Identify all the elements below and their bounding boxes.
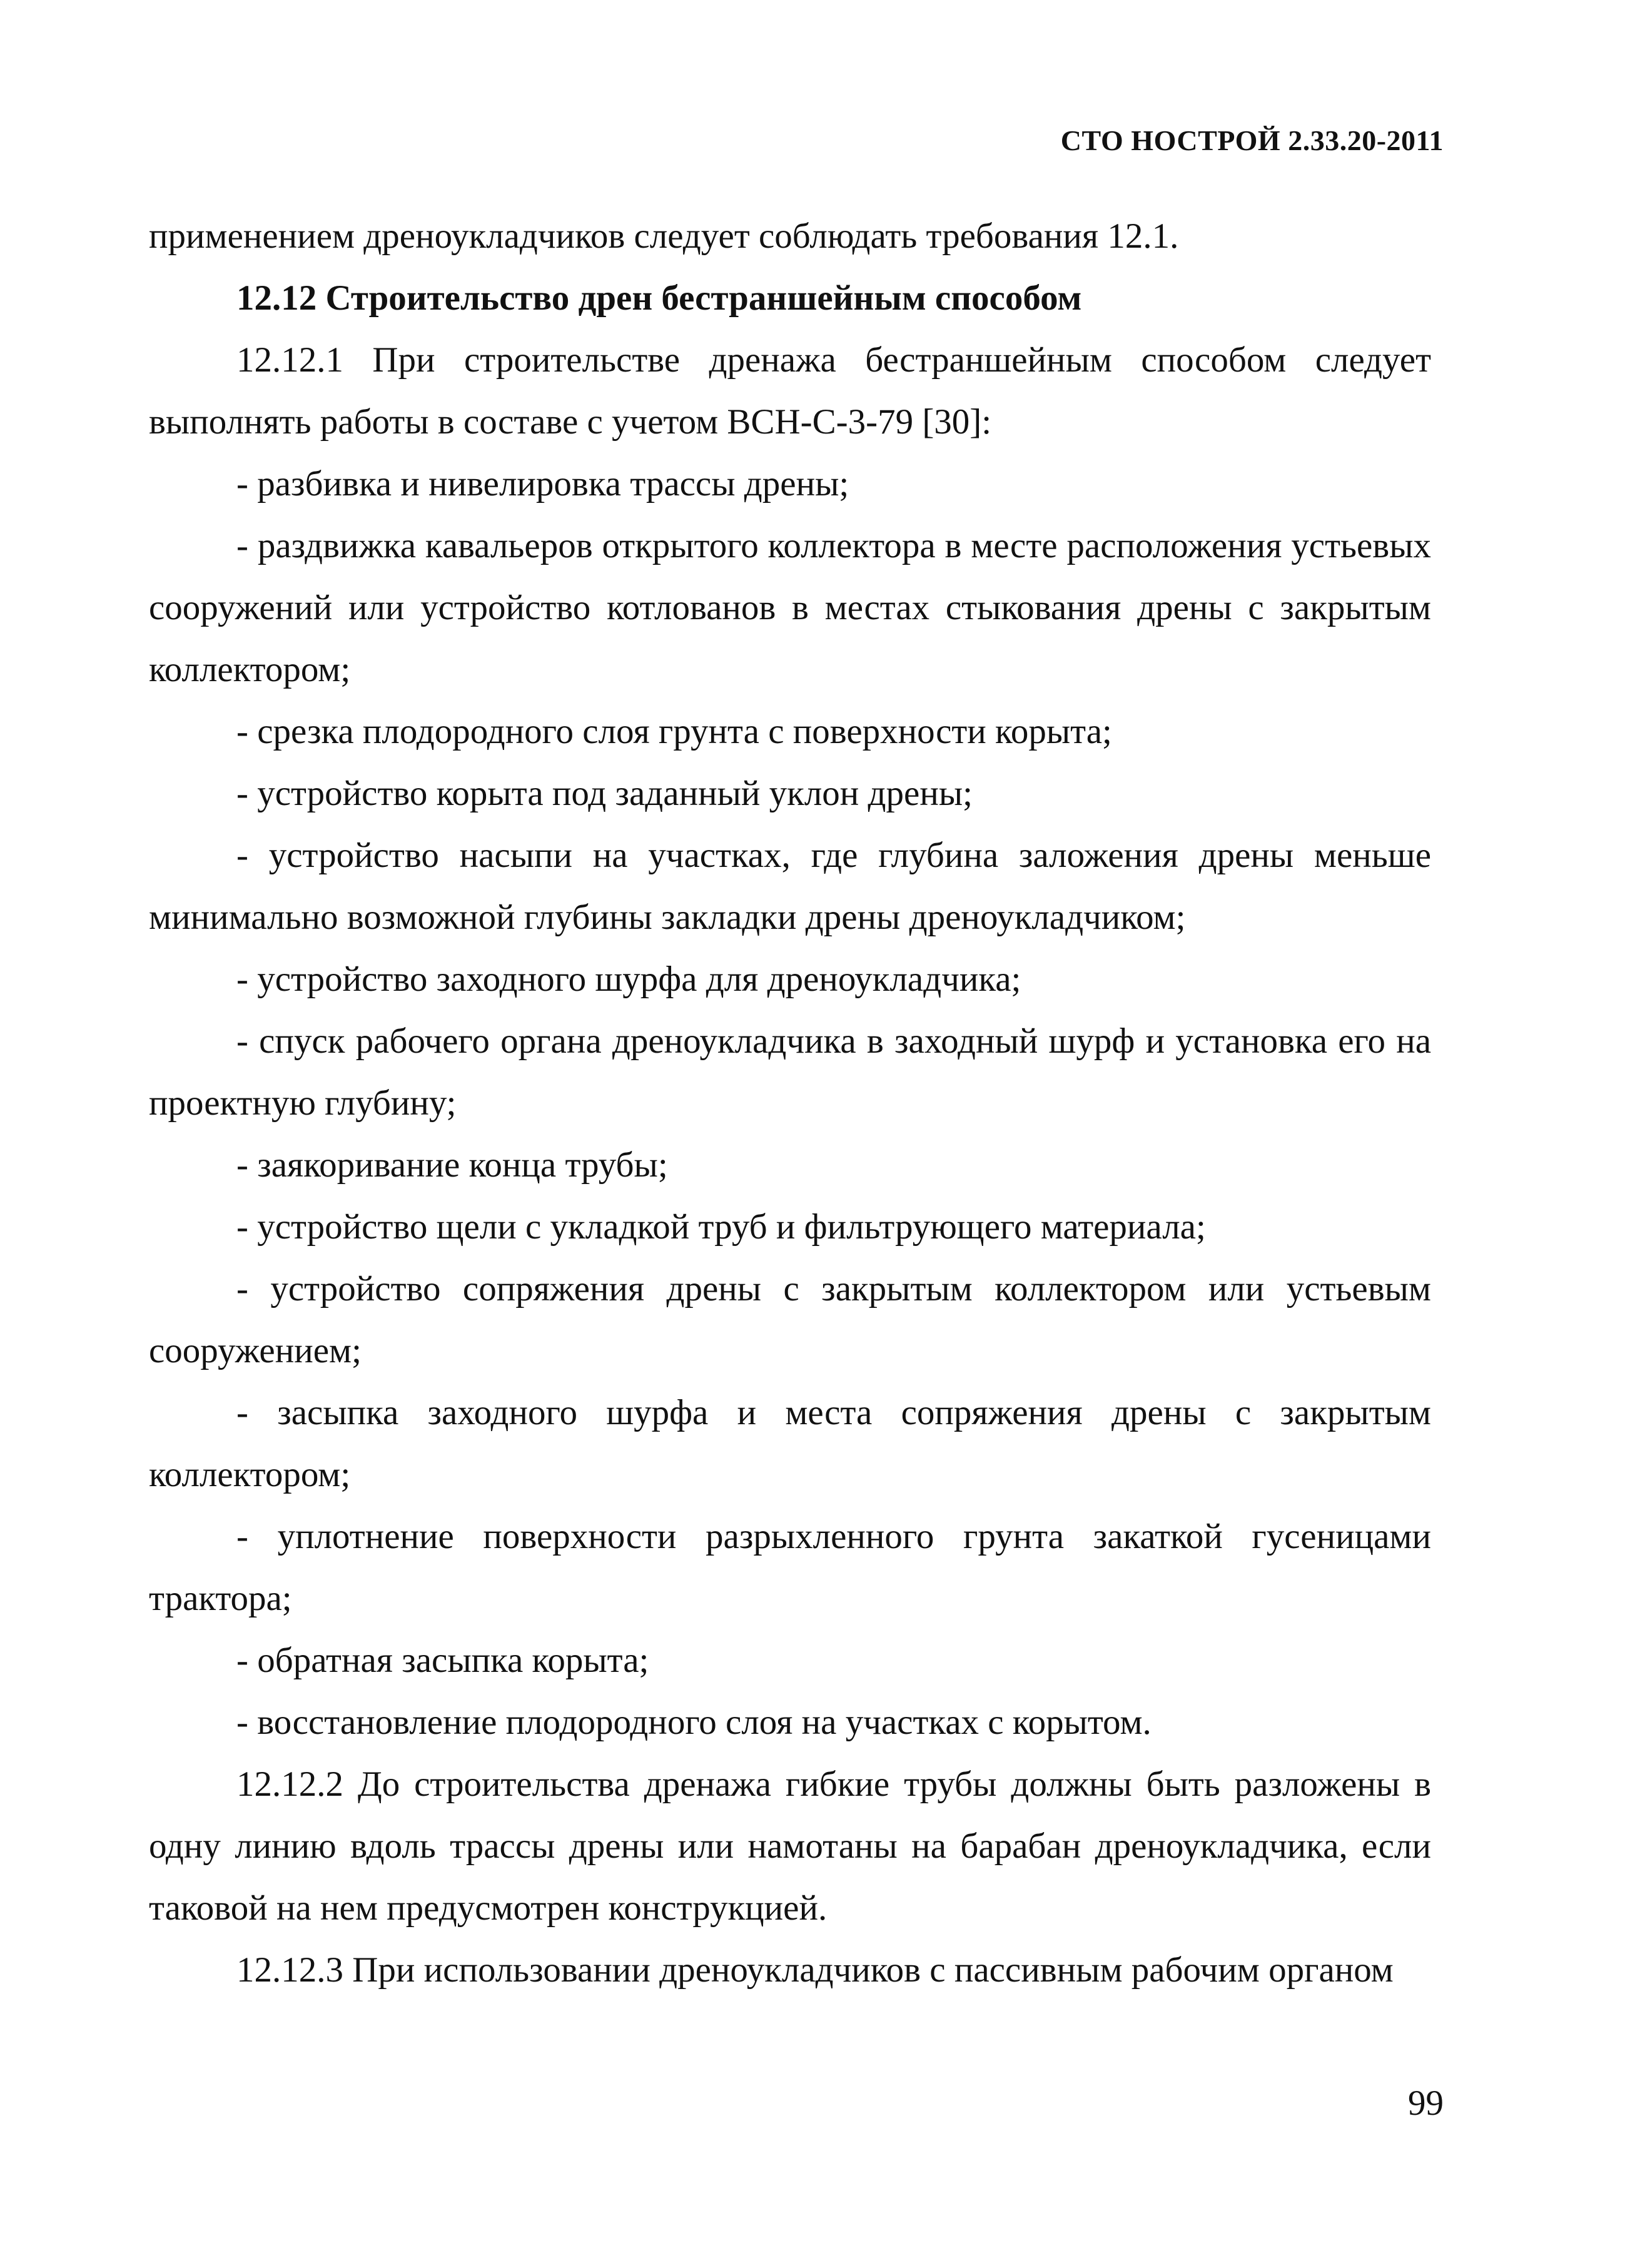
paragraph-12-12-2: 12.12.2 До строительства дренажа гибкие трубы должны быть разложены в одну линию вдоль трассы дрены или намотаны на барабан дреноукладчика, если таковой на нем предусмотрен конструкцией.	[149, 1764, 1431, 1928]
list-item: - спуск рабочего органа дреноукладчика в заходный шурф и установка его на проектную глубину;	[149, 1021, 1431, 1123]
page-number: 99	[1408, 2083, 1444, 2123]
list-item: - устройство корыта под заданный уклон дрены;	[236, 774, 973, 813]
section-heading: 12.12 Строительство дрен бестраншейным способом	[236, 278, 1082, 318]
paragraph-12-12-1: 12.12.1 При строительстве дренажа бестраншейным способом следует выполнять работы в составе с учетом ВСН-С-3-79 [30]:	[149, 340, 1431, 442]
list-item: - устройство насыпи на участках, где глубина заложения дрены меньше минимально возможной глубины закладки дрены дреноукладчиком;	[149, 836, 1431, 937]
list-item: - уплотнение поверхности разрыхленного грунта закаткой гусеницами трактора;	[149, 1517, 1431, 1618]
list-item: - устройство сопряжения дрены с закрытым коллектором или устьевым сооружением;	[149, 1269, 1431, 1370]
list-item: - срезка плодородного слоя грунта с поверхности корыта;	[236, 712, 1112, 751]
list-item: - восстановление плодородного слоя на участках с корытом.	[236, 1703, 1152, 1742]
list-item: - устройство щели с укладкой труб и фильтрующего материала;	[236, 1207, 1206, 1247]
list-item: - засыпка заходного шурфа и места сопряжения дрены с закрытым коллектором;	[149, 1393, 1431, 1494]
paragraph-12-12-3: 12.12.3 При использовании дреноукладчиков с пассивным рабочим органом	[236, 1950, 1394, 1990]
paragraph-continuation: применением дреноукладчиков следует соблюдать требования 12.1.	[149, 216, 1179, 256]
list-item: - разбивка и нивелировка трассы дрены;	[236, 464, 849, 504]
list-item: - заякоривание конца трубы;	[236, 1145, 668, 1185]
document-code-header: СТО НОСТРОЙ 2.33.20-2011	[1060, 124, 1444, 156]
document-body	[149, 205, 1431, 2001]
list-item: - обратная засыпка корыта;	[236, 1641, 649, 1680]
list-item: - устройство заходного шурфа для дреноукладчика;	[236, 959, 1021, 999]
list-item: - раздвижка кавальеров открытого коллектора в месте расположения устьевых сооружений или устройство котлованов в местах стыкования дрены с закрытым коллектором;	[149, 526, 1431, 689]
